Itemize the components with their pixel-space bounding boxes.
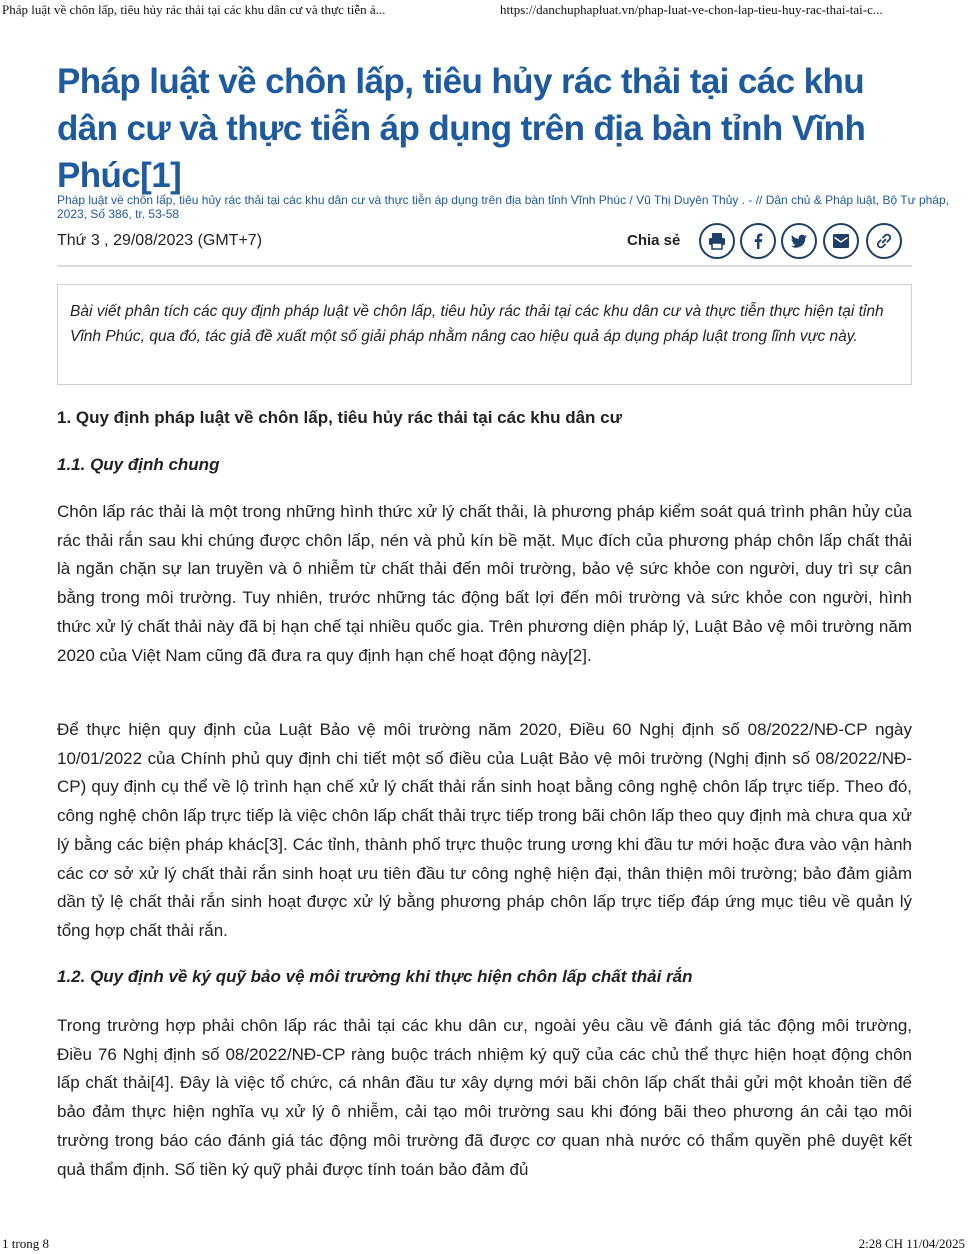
print-header xyxy=(0,0,969,20)
facebook-icon xyxy=(748,231,768,251)
link-icon xyxy=(874,231,894,251)
paragraph-3: Trong trường hợp phải chôn lấp rác thải tại các khu dân cư, ngoài yêu cầu về đánh giá tác động môi trường, Điều 76 Nghị định số 08/2022/NĐ-CP ràng buộc trách nhiệm ký quỹ của các chủ thể thực hiện hoạt động chôn lấp chất thải[4]. Đây là việc tổ chức, cá nhân đầu tư xây dựng mới bãi chôn lấp chất thải gửi một khoản tiền để bảo đảm thực hiện nghĩa vụ xử lý ô nhiễm, cải tạo môi trường sau khi đóng bãi theo phương án cải tạo môi trường trong báo cáo đánh giá tác động môi trường đã được cơ quan nhà nước có thẩm quyền phê duyệt kết quả thẩm định. Số tiền ký quỹ phải được tính toán bảo đảm đủ xyxy=(57,1016,912,1179)
print-header-title: Pháp luật về chôn lấp, tiêu hủy rác thải tại các khu dân cư và thực tiễn á... xyxy=(2,2,386,17)
twitter-share-button[interactable] xyxy=(781,223,817,259)
section-heading-1-1: 1.1. Quy định chung xyxy=(57,455,220,474)
header-divider xyxy=(57,265,912,267)
summary-box xyxy=(57,284,912,385)
print-icon xyxy=(707,231,727,251)
section-heading-1: 1. Quy định pháp luật về chôn lấp, tiêu hủy rác thải tại các khu dân cư xyxy=(57,408,622,427)
page-counter: 1 trong 8 xyxy=(2,1236,49,1251)
paragraph-1: Chôn lấp rác thải là một trong những hình thức xử lý chất thải, là phương pháp kiểm soát quá trình phân hủy của rác thải rắn sau khi chúng được chôn lấp, nén và phủ kín bề mặt. Mục đích của phương pháp chôn lấp chất thải là ngăn chặn sự lan truyền và ô nhiễm từ chất thải đến môi trường, bảo vệ sức khỏe con người, duy trì sự cân bằng trong môi trường. Tuy nhiên, trước những tác động bất lợi đến môi trường và sức khỏe con người, hình thức xử lý chất thải này đã bị hạn chế tại nhiều quốc gia. Trên phương diện pháp lý, Luật Bảo vệ môi trường năm 2020 của Việt Nam cũng đã đưa ra quy định hạn chế hoạt động này[2]. xyxy=(57,502,912,665)
email-icon xyxy=(831,231,851,251)
article-title: Pháp luật về chôn lấp, tiêu hủy rác thải tại các khu dân cư và thực tiễn áp dụng trên địa bàn tỉnh Vĩnh Phúc[1] xyxy=(57,62,866,195)
print-footer xyxy=(0,1236,969,1254)
copy-link-button[interactable] xyxy=(866,223,902,259)
print-button[interactable] xyxy=(699,223,735,259)
share-label: Chia sẻ xyxy=(627,232,681,249)
twitter-icon xyxy=(789,231,809,251)
email-share-button[interactable] xyxy=(823,223,859,259)
print-datetime: 2:28 CH 11/04/2025 xyxy=(858,1236,965,1251)
citation: Pháp luật về chôn lấp, tiêu hủy rác thải tại các khu dân cư và thực tiễn áp dụng trên địa bàn tỉnh Vĩnh Phúc / Vũ Thị Duyên Thủy . - // Dân chủ & Pháp luật, Bộ Tư pháp, 2023, Số 386, tr. 53-58 xyxy=(57,193,949,221)
section-heading-1-2: 1.2. Quy định về ký quỹ bảo vệ môi trường khi thực hiện chôn lấp chất thải rắn xyxy=(57,967,693,986)
summary-text: Bài viết phân tích các quy định pháp luật về chôn lấp, tiêu hủy rác thải tại các khu dân cư và thực tiễn thực hiện tại tỉnh Vĩnh Phúc, qua đó, tác giả đề xuất một số giải pháp nhằm nâng cao hiệu quả áp dụng pháp luật trong lĩnh vực này. xyxy=(70,303,884,345)
facebook-share-button[interactable] xyxy=(740,223,776,259)
print-header-url[interactable]: https://danchuphapluat.vn/phap-luat-ve-chon-lap-tieu-huy-rac-thai-tai-c... xyxy=(500,2,883,17)
publish-date: Thứ 3 , 29/08/2023 (GMT+7) xyxy=(57,232,263,249)
paragraph-2: Để thực hiện quy định của Luật Bảo vệ môi trường năm 2020, Điều 60 Nghị định số 08/2022/NĐ-CP ngày 10/01/2022 của Chính phủ quy định chi tiết một số điều của Luật Bảo vệ môi trường (Nghị định số 08/2022/NĐ-CP) quy định cụ thể về lộ trình hạn chế xử lý chất thải rắn sinh hoạt bằng công nghệ chôn lấp trực tiếp. Theo đó, công nghệ chôn lấp trực tiếp là việc chôn lấp chất thải trực tiếp trong bãi chôn lấp theo quy định mà chưa qua xử lý bằng các biện pháp khác[3]. Các tỉnh, thành phố trực thuộc trung ương khi đầu tư mới hoặc đưa vào vận hành các cơ sở xử lý chất thải rắn sinh hoạt ưu tiên đầu tư công nghệ hiện đại, thân thiện môi trường; bảo đảm giảm dần tỷ lệ chất thải rắn sinh hoạt được xử lý bằng phương pháp chôn lấp trực tiếp đáp ứng mục tiêu về quản lý tổng hợp chất thải rắn. xyxy=(57,720,912,940)
